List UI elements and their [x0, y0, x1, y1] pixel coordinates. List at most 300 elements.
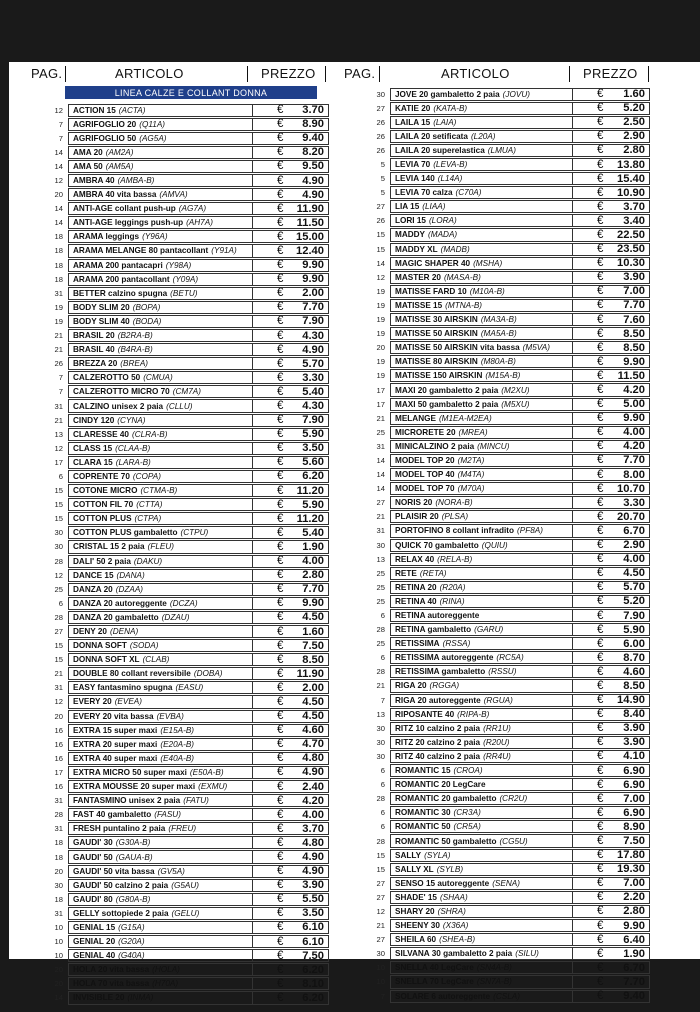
price-value: 7.70: [623, 299, 645, 312]
price-cell: [253, 498, 329, 511]
euro-sign: €: [277, 428, 284, 441]
price-value: 7.70: [302, 301, 324, 314]
article-cell: [68, 540, 253, 553]
page-number: 26: [54, 359, 63, 369]
article-code: (AMBA-B): [117, 176, 155, 186]
article-cell: [68, 879, 253, 892]
article-code: (Y91A): [211, 246, 237, 256]
article-name: EXTRA 20 super maxi: [73, 739, 158, 749]
price-cell: [253, 879, 329, 892]
page-number: 12: [54, 176, 63, 186]
article-cell: [68, 808, 253, 821]
price-value: 11.20: [296, 484, 324, 497]
page-number: 6: [380, 611, 385, 621]
article-code: (DZAU): [161, 612, 190, 622]
price-cell: [573, 792, 650, 805]
article-cell: [68, 414, 253, 427]
price-cell: [573, 412, 650, 425]
table-row: [357, 764, 650, 778]
article-code: (G80A-B): [115, 894, 151, 904]
price-cell: [573, 919, 650, 932]
page-number: 15: [54, 641, 63, 651]
article-code: (M5VA): [522, 343, 550, 353]
page-number: 15: [376, 850, 385, 860]
table-row: [357, 468, 650, 482]
page-number: 31: [54, 683, 63, 693]
table-row: [357, 961, 650, 975]
article-name: HOLA 20 vita bassa: [73, 965, 150, 975]
price-cell: [573, 398, 650, 411]
page-number: 20: [54, 190, 63, 200]
table-row: [357, 778, 650, 792]
price-value: 5.70: [623, 581, 645, 594]
article-cell: [68, 935, 253, 948]
article-name: MATISSE 15: [395, 300, 443, 310]
article-code: (CTPA): [134, 514, 162, 524]
article-cell: [390, 708, 573, 721]
article-cell: [390, 440, 573, 453]
article-name: MAXI 20 gambaletto 2 paia: [395, 385, 499, 395]
page-number: 21: [376, 681, 385, 691]
article-code: (M80A-B): [480, 357, 516, 367]
price-cell: [573, 637, 650, 650]
price-value: 19.30: [617, 863, 645, 876]
euro-sign: €: [277, 456, 284, 469]
price-value: 2.00: [302, 681, 324, 694]
page-number: 19: [376, 357, 385, 367]
article-cell: [390, 820, 573, 833]
price-value: 8.20: [302, 146, 324, 159]
euro-sign: €: [597, 440, 604, 453]
article-name: CLARESSE 40: [73, 429, 129, 439]
article-code: (LAIA): [433, 117, 457, 127]
price-value: 3.30: [302, 371, 324, 384]
article-code: (MINCU): [477, 441, 510, 451]
euro-sign: €: [277, 879, 284, 892]
table-row: [35, 385, 329, 399]
article-cell: [390, 567, 573, 580]
article-code: (X36A): [442, 921, 469, 931]
article-name: GAUDI' 30: [73, 838, 113, 848]
price-value: 3.90: [302, 879, 324, 892]
article-cell: [68, 329, 253, 342]
price-cell: [573, 834, 650, 847]
article-name: MASTER 20: [395, 272, 441, 282]
price-cell: [253, 597, 329, 610]
price-value: 4.00: [302, 808, 324, 821]
price-cell: [253, 456, 329, 469]
article-code: (LMUA): [487, 145, 516, 155]
euro-sign: €: [277, 653, 284, 666]
table-row: [35, 765, 329, 779]
article-cell: [390, 919, 573, 932]
price-cell: [573, 694, 650, 707]
price-cell: [573, 722, 650, 735]
euro-sign: €: [597, 947, 604, 960]
table-row: [357, 228, 650, 242]
article-cell: [390, 200, 573, 213]
article-name: AGRIFOGLIO 50: [73, 133, 137, 143]
article-cell: [68, 724, 253, 737]
table-row: [35, 512, 329, 526]
page-number: 17: [54, 457, 63, 467]
price-value: 7.00: [623, 792, 645, 805]
page-number: 6: [380, 808, 385, 818]
table-row: [357, 721, 650, 735]
page-number: 28: [54, 810, 63, 820]
price-value: 3.30: [623, 496, 645, 509]
page-number: 6: [380, 780, 385, 790]
page-number: 31: [54, 401, 63, 411]
euro-sign: €: [597, 539, 604, 552]
price-cell: [253, 893, 329, 906]
article-code: (Y96A): [142, 232, 168, 242]
table-row: [357, 989, 650, 1003]
article-cell: [68, 949, 253, 962]
price-value: 5.90: [302, 428, 324, 441]
article-name: SALLY XL: [395, 864, 434, 874]
price-value: 4.10: [623, 750, 645, 763]
price-value: 5.40: [302, 526, 324, 539]
article-name: FAST 40 gambaletto: [73, 810, 152, 820]
table-row: [357, 510, 650, 524]
table-row: [35, 582, 329, 596]
table-row: [357, 933, 650, 947]
page-number: 7: [380, 991, 385, 1001]
page-number: 6: [380, 653, 385, 663]
article-name: SNELLA 40 LegCare: [395, 963, 474, 973]
price-cell: [573, 961, 650, 974]
article-name: RETINA 40: [395, 596, 437, 606]
page-number: 17: [54, 767, 63, 777]
article-cell: [68, 484, 253, 497]
price-cell: [573, 454, 650, 467]
article-code: (RGGA): [429, 681, 460, 691]
euro-sign: €: [277, 808, 284, 821]
article-code: (LEVA-B): [433, 160, 468, 170]
price-cell: [573, 327, 650, 340]
price-cell: [573, 990, 650, 1003]
price-value: 4.90: [302, 343, 324, 356]
article-code: (RETA): [419, 568, 447, 578]
header-separator: [569, 66, 570, 82]
table-row: [357, 143, 650, 157]
article-cell: [68, 907, 253, 920]
table-row: [35, 188, 329, 202]
price-cell: [573, 88, 650, 101]
price-value: 20.70: [617, 510, 645, 523]
price-cell: [253, 371, 329, 384]
price-cell: [573, 891, 650, 904]
article-cell: [68, 357, 253, 370]
euro-sign: €: [277, 865, 284, 878]
article-name: CRISTAL 15 2 paia: [73, 542, 145, 552]
euro-sign: €: [597, 623, 604, 636]
price-cell: [573, 116, 650, 129]
article-code: (Q11A): [139, 119, 166, 129]
article-code: (AM5A): [105, 161, 134, 171]
euro-sign: €: [597, 990, 604, 1003]
article-name: GENIAL 40: [73, 951, 116, 961]
article-name: MATISSE 150 AIRSKIN: [395, 371, 483, 381]
article-cell: [390, 764, 573, 777]
article-name: MATISSE 80 AIRSKIN: [395, 357, 478, 367]
article-cell: [68, 738, 253, 751]
page-number: 27: [376, 103, 385, 113]
article-cell: [68, 766, 253, 779]
price-cell: [253, 681, 329, 694]
price-value: 7.50: [302, 639, 324, 652]
article-name: SALLY: [395, 850, 422, 860]
article-cell: [390, 947, 573, 960]
article-code: (G15A): [118, 922, 145, 932]
table-row: [357, 919, 650, 933]
table-row: [35, 455, 329, 469]
article-name: ARAMA 200 pantacapri: [73, 260, 163, 270]
price-value: 2.90: [623, 539, 645, 552]
article-code: (GAUA-B): [115, 852, 153, 862]
euro-sign: €: [597, 130, 604, 143]
page-number: 14: [376, 470, 385, 480]
euro-sign: €: [597, 792, 604, 805]
price-cell: [253, 484, 329, 497]
price-cell: [573, 708, 650, 721]
page-number: 30: [54, 542, 63, 552]
article-code: (SODA): [129, 641, 159, 651]
article-name: ACTION 15: [73, 105, 116, 115]
page-number: 12: [54, 697, 63, 707]
euro-sign: €: [277, 470, 284, 483]
euro-sign: €: [277, 893, 284, 906]
price-cell: [253, 216, 329, 229]
euro-sign: €: [597, 341, 604, 354]
article-name: EXTRA MOUSSE 20 super maxi: [73, 782, 196, 792]
article-code: (RR1U): [483, 723, 511, 733]
euro-sign: €: [277, 822, 284, 835]
price-cell: [253, 146, 329, 159]
page-number: 10: [376, 963, 385, 973]
article-cell: [390, 637, 573, 650]
price-value: 7.60: [623, 313, 645, 326]
page-number: 25: [376, 639, 385, 649]
article-cell: [68, 710, 253, 723]
euro-sign: €: [277, 724, 284, 737]
article-code: (BETU): [170, 288, 198, 298]
price-cell: [573, 144, 650, 157]
article-cell: [68, 399, 253, 412]
table-row: [357, 327, 650, 341]
article-cell: [390, 665, 573, 678]
table-row: [357, 383, 650, 397]
article-cell: [390, 88, 573, 101]
euro-sign: €: [277, 146, 284, 159]
price-cell: [573, 158, 650, 171]
price-value: 6.10: [302, 921, 324, 934]
price-value: 10.90: [617, 186, 645, 199]
page-number: 12: [54, 105, 63, 115]
price-value: 9.90: [623, 412, 645, 425]
page-number: 12: [376, 272, 385, 282]
article-code: (SHRA): [437, 906, 466, 916]
euro-sign: €: [597, 285, 604, 298]
price-cell: [253, 808, 329, 821]
article-cell: [390, 736, 573, 749]
euro-sign: €: [277, 118, 284, 131]
table-row: [35, 864, 329, 878]
price-cell: [573, 130, 650, 143]
euro-sign: €: [277, 202, 284, 215]
article-code: (DOBA): [193, 669, 223, 679]
article-cell: [390, 412, 573, 425]
price-value: 6.70: [623, 524, 645, 537]
price-cell: [253, 865, 329, 878]
page-number: 15: [376, 244, 385, 254]
euro-sign: €: [277, 752, 284, 765]
article-cell: [390, 172, 573, 185]
page-number: 18: [54, 274, 63, 284]
table-row: [35, 343, 329, 357]
price-cell: [253, 653, 329, 666]
article-code: (M1EA-M2EA): [438, 413, 492, 423]
page-number: 14: [54, 218, 63, 228]
table-row: [35, 498, 329, 512]
price-cell: [573, 341, 650, 354]
euro-sign: €: [277, 104, 284, 117]
price-value: 3.50: [302, 907, 324, 920]
article-name: SHEENY 30: [395, 921, 440, 931]
euro-sign: €: [277, 780, 284, 793]
euro-sign: €: [597, 524, 604, 537]
price-cell: [253, 230, 329, 243]
article-cell: [390, 679, 573, 692]
euro-sign: €: [277, 414, 284, 427]
euro-sign: €: [597, 482, 604, 495]
article-code: (SILU): [515, 949, 539, 959]
article-code: (CR3A): [453, 808, 481, 818]
page-number: 26: [376, 145, 385, 155]
article-cell: [68, 202, 253, 215]
article-cell: [68, 893, 253, 906]
page-number: 18: [54, 894, 63, 904]
article-code: (EVEA): [114, 697, 142, 707]
table-row: [35, 639, 329, 653]
article-name: QUICK 70 gambaletto: [395, 540, 479, 550]
article-code: (QUIU): [481, 540, 508, 550]
article-cell: [68, 977, 253, 990]
euro-sign: €: [277, 498, 284, 511]
price-cell: [253, 399, 329, 412]
article-cell: [68, 456, 253, 469]
euro-sign: €: [597, 609, 604, 622]
article-name: ANTI-AGE leggings push-up: [73, 218, 184, 228]
article-cell: [68, 963, 253, 976]
table-row: [357, 284, 650, 298]
price-cell: [573, 285, 650, 298]
article-name: MATISSE 50 AIRSKIN vita bassa: [395, 343, 520, 353]
table-row: [357, 453, 650, 467]
page-number: 16: [54, 739, 63, 749]
table-row: [35, 808, 329, 822]
table-row: [357, 369, 650, 383]
page-number: 18: [54, 260, 63, 270]
price-value: 3.90: [623, 722, 645, 735]
price-cell: [573, 947, 650, 960]
article-code: (CTTA): [136, 500, 163, 510]
price-cell: [253, 442, 329, 455]
price-value: 4.80: [302, 836, 324, 849]
article-cell: [390, 383, 573, 396]
table-row: [357, 552, 650, 566]
article-code: (JOVU): [502, 89, 530, 99]
price-cell: [573, 524, 650, 537]
euro-sign: €: [277, 597, 284, 610]
price-cell: [573, 510, 650, 523]
page-number: 17: [376, 399, 385, 409]
article-cell: [390, 186, 573, 199]
article-cell: [68, 371, 253, 384]
page-number: 20: [54, 711, 63, 721]
article-name: BETTER calzino spugna: [73, 288, 168, 298]
article-cell: [68, 597, 253, 610]
article-code: (MADB): [440, 244, 470, 254]
article-code: (E40A-B): [160, 753, 195, 763]
table-row: [35, 131, 329, 145]
article-cell: [68, 287, 253, 300]
article-cell: [68, 146, 253, 159]
article-name: DANZA 20 gambaletto: [73, 612, 159, 622]
article-cell: [68, 498, 253, 511]
article-cell: [390, 243, 573, 256]
table-row: [357, 538, 650, 552]
page-number: 7: [380, 695, 385, 705]
euro-sign: €: [277, 907, 284, 920]
euro-sign: €: [277, 583, 284, 596]
price-cell: [253, 385, 329, 398]
price-value: 4.50: [623, 567, 645, 580]
article-name: EVERY 20 vita bassa: [73, 711, 154, 721]
price-value: 1.90: [623, 947, 645, 960]
price-cell: [253, 540, 329, 553]
page-number: 19: [54, 302, 63, 312]
table-row: [35, 568, 329, 582]
price-cell: [573, 820, 650, 833]
price-value: 4.00: [302, 555, 324, 568]
table-row: [35, 117, 329, 131]
price-cell: [573, 595, 650, 608]
price-value: 5.50: [302, 893, 324, 906]
page-number: 6: [380, 822, 385, 832]
page-number: 28: [376, 836, 385, 846]
table-row: [35, 202, 329, 216]
table-row: [357, 693, 650, 707]
page-number: 26: [376, 216, 385, 226]
price-cell: [573, 764, 650, 777]
article-name: EXTRA 15 super maxi: [73, 725, 158, 735]
price-cell: [573, 623, 650, 636]
table-row: [35, 991, 329, 1005]
article-name: MODEL TOP 40: [395, 470, 455, 480]
page-number: 6: [380, 766, 385, 776]
price-cell: [253, 202, 329, 215]
euro-sign: €: [597, 553, 604, 566]
page-number: 18: [54, 246, 63, 256]
price-value: 5.20: [623, 102, 645, 115]
price-value: 3.70: [623, 200, 645, 213]
article-code: (NORA-B): [435, 498, 473, 508]
table-row: [357, 482, 650, 496]
euro-sign: €: [277, 273, 284, 286]
price-value: 3.70: [302, 822, 324, 835]
